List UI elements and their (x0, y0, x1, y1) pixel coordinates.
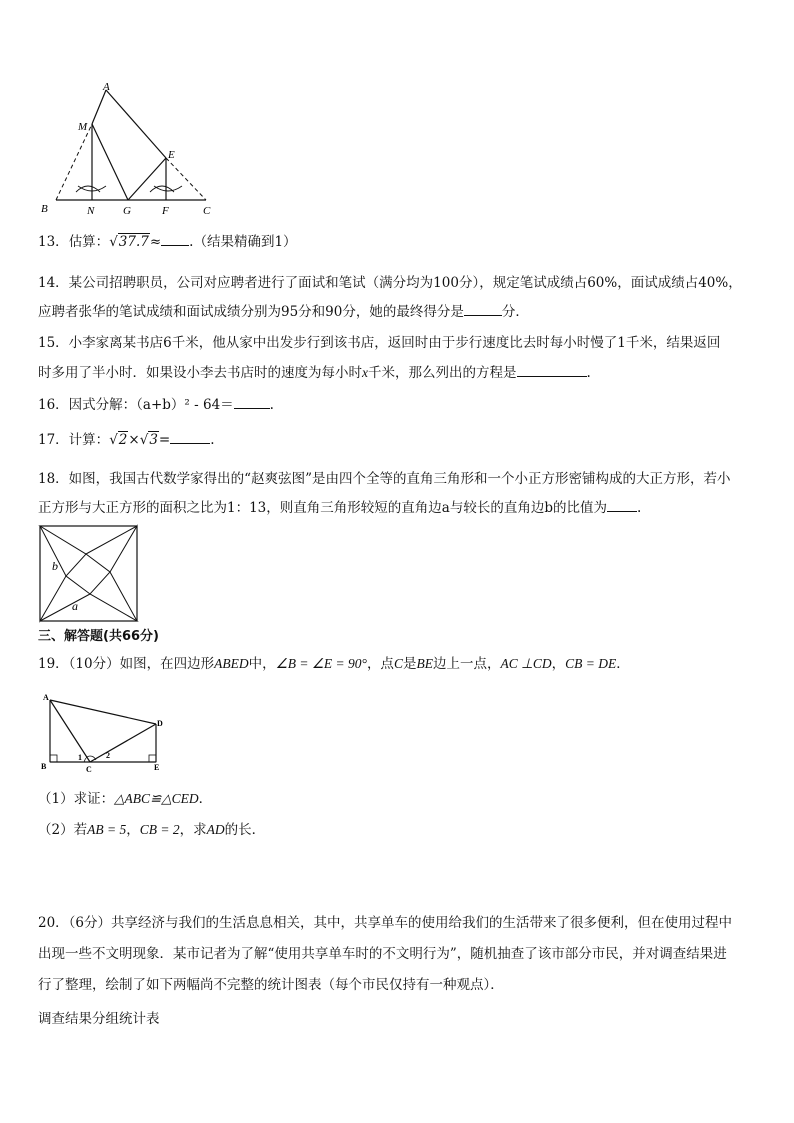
label-b: B (41, 203, 48, 215)
label-g: G (123, 205, 131, 217)
label-n: N (87, 205, 95, 217)
svg-text:D: D (157, 719, 163, 728)
label-f: F (162, 205, 169, 217)
label-b-side: b (52, 559, 58, 573)
svg-text:B: B (41, 762, 47, 771)
q17-answer-blank[interactable] (170, 431, 210, 444)
svg-text:C: C (86, 765, 92, 774)
question-20-line2: 出现一些不文明现象．某市记者为了解“使用共享单车时的不文明行为”，随机抽查了该市部分市民，并对调查结果进 (38, 946, 727, 962)
question-18-line2: 正方形与大正方形的面积之比为1：13，则直角三角形较短的直角边a与较长的直角边b的比值为 . (38, 500, 642, 516)
q13-text: 估算： (68, 234, 110, 250)
q15-answer-blank[interactable] (517, 364, 587, 377)
svg-text:1: 1 (78, 753, 82, 762)
q13-answer-blank[interactable] (161, 233, 189, 246)
q13-sqrt: √37.7 (109, 234, 149, 250)
table-caption: 调查结果分组统计表 (38, 1011, 160, 1027)
question-14-line2: 应聘者张华的笔试成绩和面试成绩分别为95分和90分，她的最终得分是 分． (38, 304, 529, 320)
question-16: 16．因式分解：（a+b）² - 64＝ . (38, 397, 274, 413)
quadrilateral-figure (38, 690, 170, 776)
question-19: 19．（10分）如图，在四边形ABED中，∠B = ∠E = 90°，点C是BE边上一点，AC ⊥CD，CB = DE． (38, 656, 630, 672)
question-13 (38, 233, 297, 251)
label-a: A (103, 81, 110, 93)
question-19-part1: （1）求证：△ABC≌△CED． (38, 791, 213, 807)
question-19-part2: （2）若AB = 5，CB = 2，求AD的长． (38, 822, 266, 838)
q13-approx: ≈ (149, 234, 162, 250)
svg-text:A: A (43, 693, 49, 702)
zhao-shuang-figure (38, 524, 140, 624)
label-m: M (78, 121, 88, 133)
q13-tail: .（结果精确到1） (189, 234, 297, 250)
label-c: C (203, 205, 211, 217)
question-17: 17．计算：√2×√3= . (38, 432, 215, 448)
question-15-line2: 时多用了半小时．如果设小李去书店时的速度为每小时x千米，那么列出的方程是 . (38, 365, 591, 381)
question-14-line1: 14．某公司招聘职员，公司对应聘者进行了面试和笔试（满分均为100分），规定笔试成绩占60%，面试成绩占40%， (38, 275, 742, 291)
section-heading: 三、解答题(共66分) (38, 629, 159, 644)
fold-triangle-figure (36, 80, 226, 218)
label-a-side: a (72, 599, 78, 613)
question-20-line3: 行了整理，绘制了如下两幅尚不完整的统计图表（每个市民仅持有一种观点）． (38, 977, 504, 993)
svg-text:2: 2 (106, 751, 110, 760)
question-18-line1: 18．如图，我国古代数学家得出的“赵爽弦图”是由四个全等的直角三角形和一个小正方形密铺构成的大正方形，若小 (38, 471, 731, 487)
label-e: E (168, 149, 175, 161)
q16-answer-blank[interactable] (234, 396, 270, 409)
question-15-line1: 15．小李家离某书店6千米，他从家中出发步行到该书店，返回时由于步行速度比去时每小时慢了1千米，结果返回 (38, 335, 721, 351)
svg-text:E: E (154, 763, 160, 772)
q13-radicand: 37.7 (118, 234, 149, 250)
q13-number: 13． (38, 234, 69, 250)
q14-answer-blank[interactable] (464, 303, 502, 316)
question-20-line1: 20．（6分）共享经济与我们的生活息息相关，其中，共享单车的使用给我们的生活带来了很多便利，但在使用过程中 (38, 915, 733, 931)
q18-answer-blank[interactable] (607, 499, 637, 512)
